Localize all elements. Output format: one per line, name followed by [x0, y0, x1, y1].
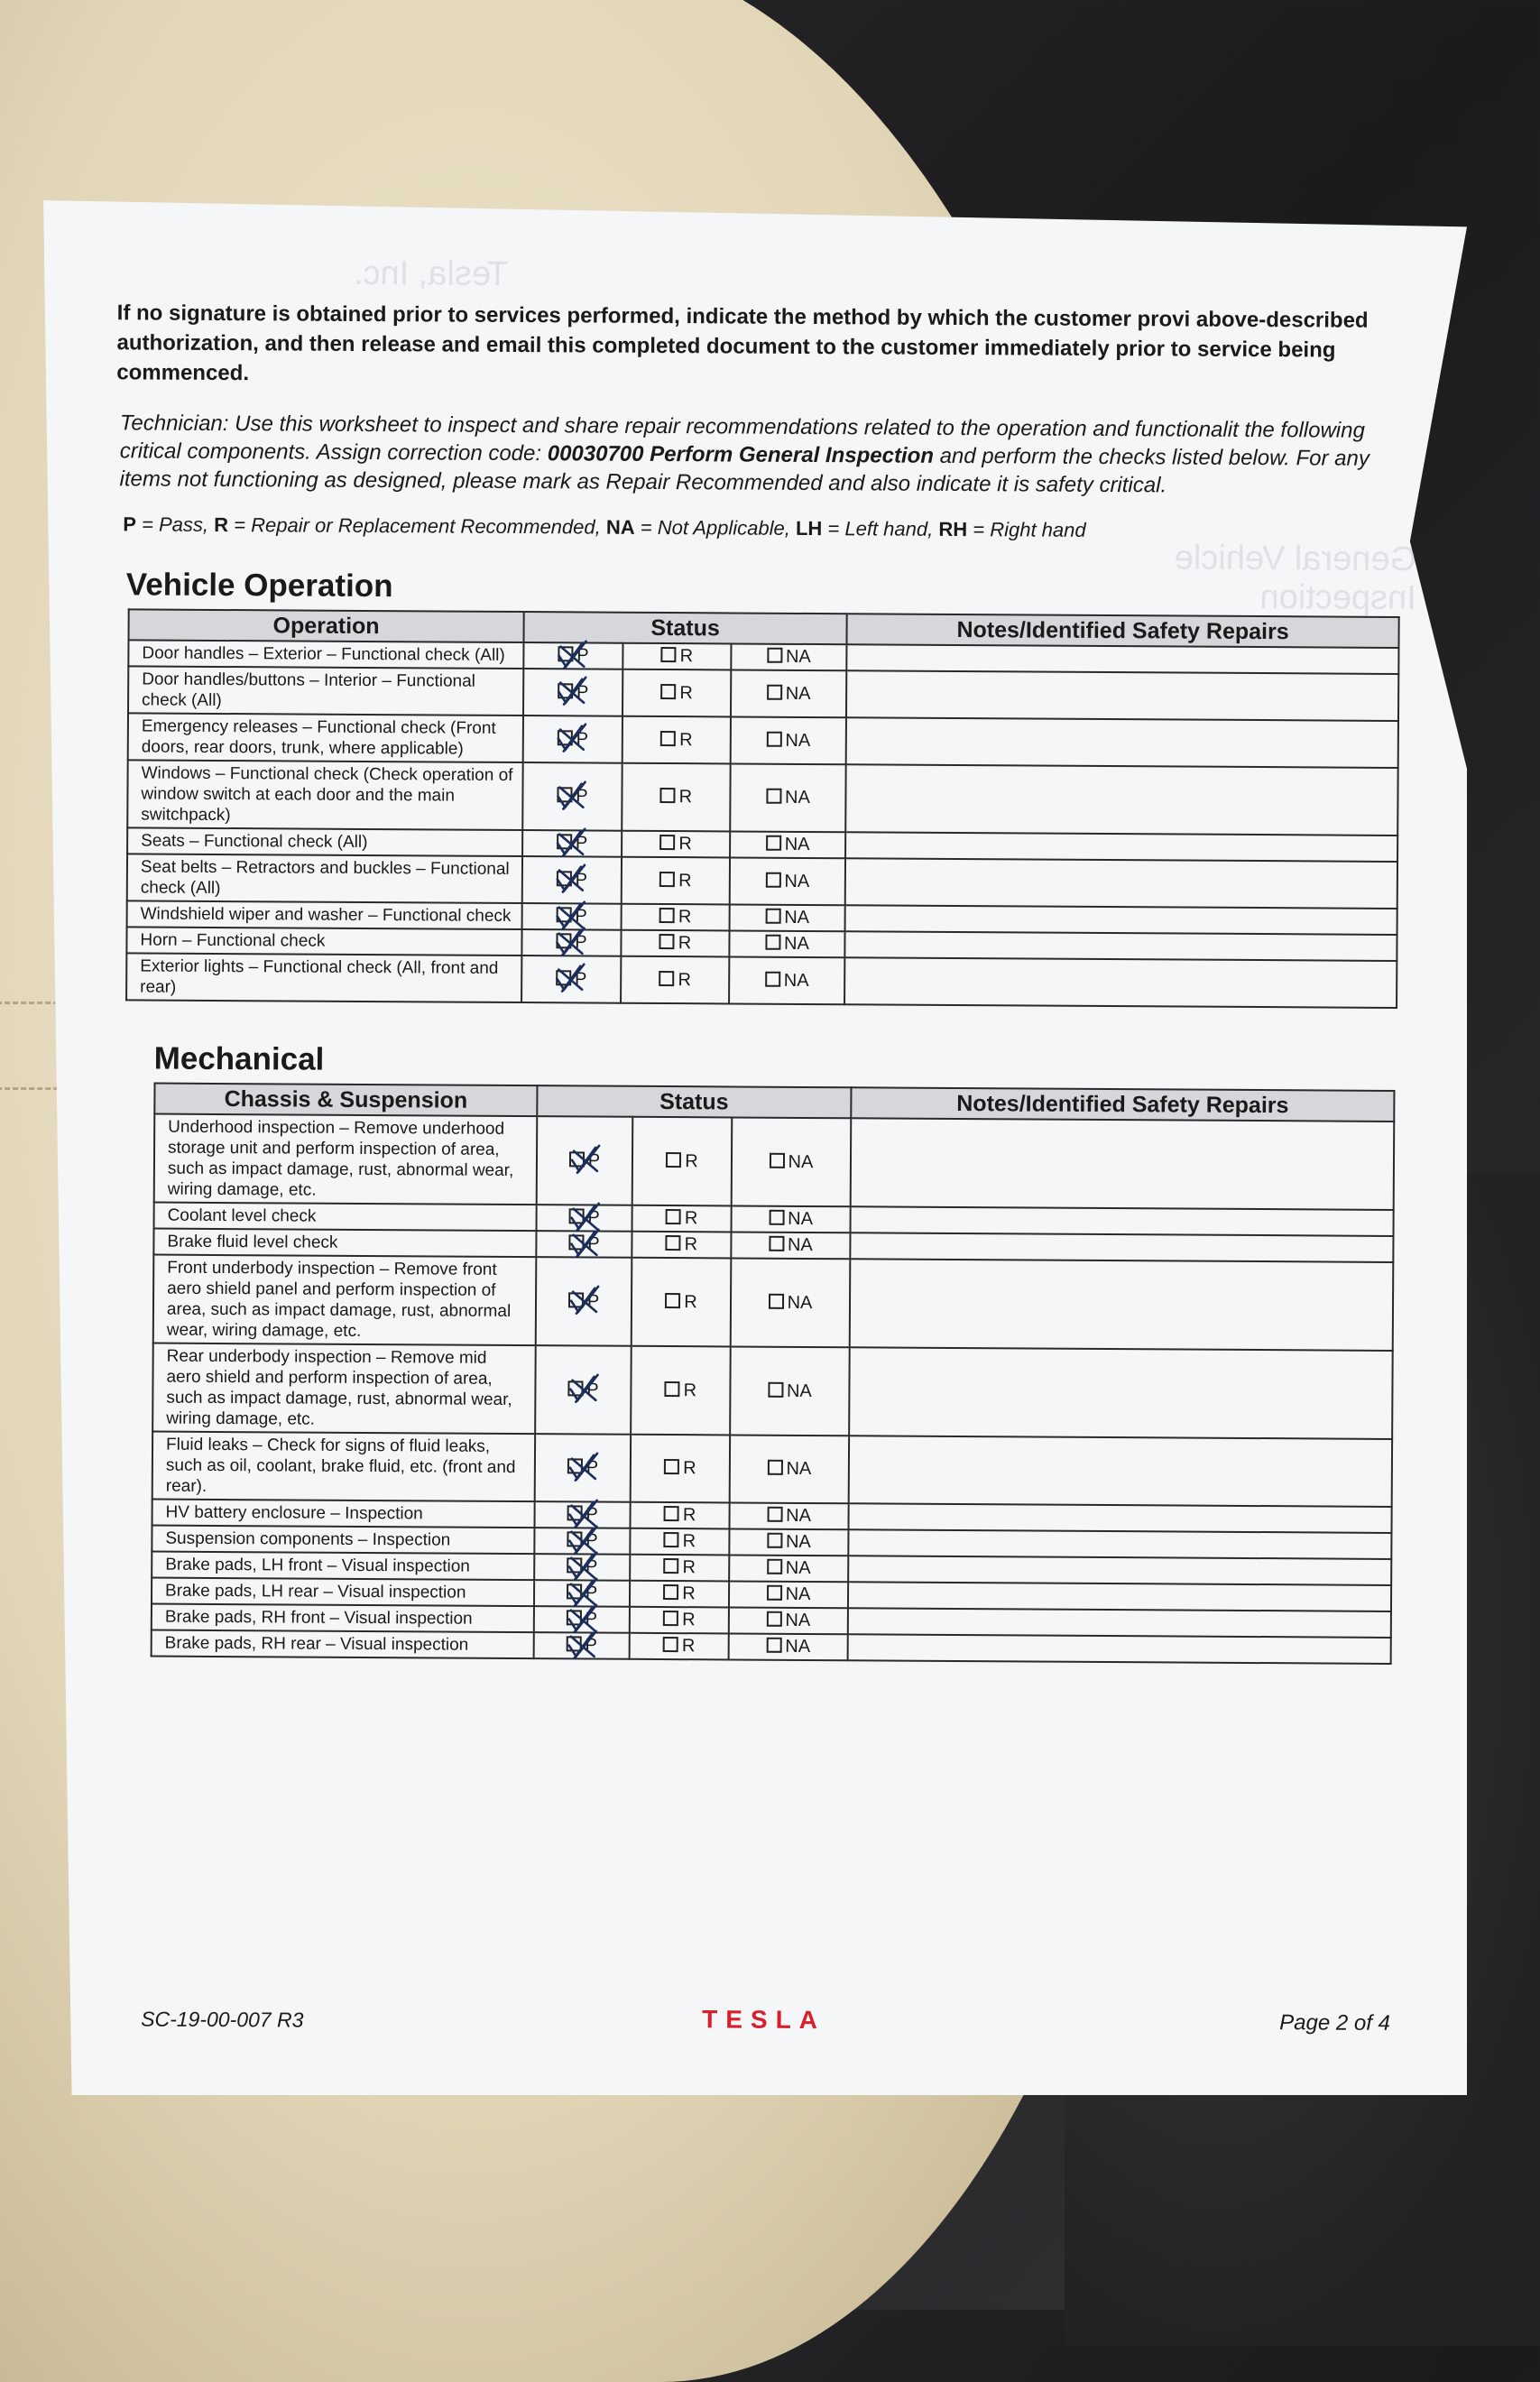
status-repair-cell[interactable]: [622, 669, 731, 717]
status-label: P: [575, 869, 588, 890]
status-label: NA: [785, 1531, 811, 1553]
status-label: NA: [787, 1292, 813, 1313]
status-pass-cell[interactable]: [521, 929, 621, 956]
table-row: [128, 713, 1398, 768]
table-row: [128, 666, 1398, 721]
status-label: R: [682, 1505, 696, 1526]
status-label: R: [684, 1234, 698, 1255]
status-repair-cell[interactable]: [622, 716, 731, 764]
status-na-cell[interactable]: [729, 1502, 848, 1529]
status-label: P: [585, 1635, 597, 1656]
checkbox-icon: [661, 647, 677, 662]
legend-text: = Left hand,: [822, 517, 939, 540]
legend-key: R: [214, 512, 229, 537]
checkbox-icon: [765, 971, 780, 986]
legend-key: RH: [938, 517, 968, 541]
status-label: R: [678, 907, 692, 928]
status-na-cell[interactable]: [729, 1581, 848, 1608]
status-repair-cell[interactable]: [630, 1581, 729, 1608]
status-na-cell[interactable]: [732, 1205, 851, 1233]
table-row: [127, 854, 1397, 909]
operation-label: Coolant level check: [154, 1203, 537, 1232]
status-na-cell[interactable]: [730, 763, 845, 832]
checkmark-icon: [555, 926, 586, 956]
status-repair-cell[interactable]: [631, 1435, 730, 1503]
status-repair-cell[interactable]: [622, 857, 730, 905]
operation-column-header: Operation: [129, 609, 524, 642]
checkbox-icon: [666, 1235, 681, 1251]
status-repair-cell[interactable]: [630, 1607, 729, 1634]
notes-cell[interactable]: [850, 1259, 1394, 1351]
status-na-cell[interactable]: [729, 1607, 848, 1634]
status-label: R: [679, 729, 693, 750]
status-pass-cell[interactable]: [522, 856, 622, 904]
status-pass-cell[interactable]: [521, 956, 621, 1003]
page-number: Page 2 of 4: [1279, 2010, 1391, 2036]
checkbox-icon: [664, 1459, 679, 1474]
table-row: [152, 1432, 1392, 1507]
status-pass-cell[interactable]: [537, 1116, 633, 1205]
status-label: NA: [785, 646, 811, 667]
status-label: R: [682, 1610, 696, 1630]
checkbox-icon: [767, 648, 782, 663]
technician-instructions-part1: Technician: Use this worksheet to inspect and share repair recommendations related to the operation and functionalit the following critical components. Assign correction code:: [119, 411, 1365, 466]
operation-label: Brake fluid level check: [153, 1229, 536, 1258]
status-label: R: [683, 1458, 696, 1479]
status-label: P: [574, 968, 587, 989]
status-na-cell[interactable]: [731, 643, 846, 670]
checkbox-icon: [659, 970, 674, 985]
operation-label: Windows – Functional check (Check operation of window switch at each door and the main switchpack): [127, 760, 522, 830]
checkbox-icon: [766, 1611, 781, 1627]
status-label: R: [678, 834, 692, 854]
notes-cell[interactable]: [845, 858, 1397, 909]
status-repair-cell[interactable]: [622, 904, 730, 931]
table-row: [153, 1255, 1394, 1351]
status-label: R: [683, 1380, 697, 1400]
operation-label: Windshield wiper and washer – Functional check: [127, 900, 522, 929]
status-pass-cell[interactable]: [535, 1345, 632, 1435]
checkbox-icon: [663, 1637, 678, 1652]
status-label: NA: [783, 933, 809, 954]
operation-label: Brake pads, RH front – Visual inspection: [152, 1604, 534, 1633]
status-na-cell[interactable]: [731, 716, 846, 764]
status-label: NA: [786, 1458, 812, 1480]
notes-cell[interactable]: [848, 1582, 1391, 1611]
status-label: P: [586, 1504, 598, 1525]
notes-cell[interactable]: [845, 905, 1397, 935]
checkbox-icon: [770, 1152, 785, 1168]
checkbox-icon: [659, 835, 675, 850]
legend-key: P: [123, 512, 137, 536]
checkbox-icon: [767, 1559, 782, 1574]
status-na-cell[interactable]: [730, 831, 845, 858]
notes-cell[interactable]: [846, 670, 1398, 721]
status-label: R: [684, 1291, 697, 1312]
notes-cell[interactable]: [851, 1118, 1395, 1210]
operation-label: Horn – Functional check: [126, 927, 521, 956]
table-row: [154, 1114, 1395, 1210]
status-label: P: [586, 1530, 598, 1551]
checkbox-icon: [663, 1558, 678, 1574]
status-label: R: [685, 1150, 698, 1171]
status-label: NA: [785, 1636, 811, 1657]
checkbox-icon: [767, 1585, 782, 1601]
vehicle-operation-title: Vehicle Operation: [125, 567, 393, 605]
status-label: P: [576, 645, 589, 666]
notes-column-header: Notes/Identified Safety Repairs: [846, 614, 1398, 648]
status-repair-cell[interactable]: [622, 831, 730, 858]
status-repair-cell[interactable]: [632, 1117, 733, 1206]
checkbox-icon: [665, 1293, 680, 1308]
status-label: NA: [787, 1234, 813, 1256]
status-pass-cell[interactable]: [536, 1231, 632, 1258]
tesla-logo: TESLA: [702, 2005, 826, 2035]
checkbox-icon: [664, 1506, 679, 1521]
operation-label: HV battery enclosure – Inspection: [152, 1500, 535, 1528]
operation-label: Front underbody inspection – Remove front aero shield panel and perform inspection of area, such as impact damage, rust, abnormal wear, wiring damage, etc.: [153, 1255, 537, 1346]
checkbox-icon: [769, 1210, 784, 1225]
status-label: R: [679, 682, 693, 703]
status-label: R: [684, 1208, 698, 1229]
checkbox-icon: [665, 1381, 680, 1397]
table-row: [127, 760, 1397, 836]
legend-key: LH: [795, 516, 823, 540]
checkbox-icon: [769, 1293, 784, 1308]
checkbox-icon: [663, 1584, 678, 1600]
status-pass-cell[interactable]: [535, 1434, 631, 1502]
checkbox-icon: [765, 909, 780, 924]
operation-label: Door handles – Exterior – Functional check (All): [128, 640, 523, 669]
status-label: R: [682, 1557, 696, 1578]
operation-label: Seats – Functional check (All): [127, 827, 522, 856]
table-row: [152, 1343, 1393, 1439]
correction-code: 00030700 Perform General Inspection: [547, 441, 935, 468]
status-na-cell[interactable]: [730, 904, 845, 931]
status-label: P: [586, 1290, 600, 1312]
checkmark-icon: [556, 780, 586, 810]
checkbox-icon: [660, 788, 676, 803]
checkbox-icon: [660, 683, 676, 698]
checkmark-icon: [555, 963, 586, 993]
mechanical-table: [151, 1083, 1396, 1665]
status-label: NA: [785, 730, 811, 751]
checkmark-icon: [556, 863, 586, 894]
notes-cell[interactable]: [848, 1634, 1391, 1664]
status-label: R: [678, 933, 692, 954]
status-label: R: [681, 1636, 696, 1657]
status-na-cell[interactable]: [729, 930, 844, 957]
checkbox-icon: [768, 1381, 783, 1397]
status-label: NA: [786, 1505, 812, 1527]
status-label: NA: [785, 1583, 811, 1605]
status-label: P: [576, 681, 589, 702]
status-na-cell[interactable]: [729, 956, 844, 1004]
checkbox-icon: [659, 908, 675, 923]
checkmark-icon: [567, 1629, 598, 1659]
notes-cell[interactable]: [849, 1436, 1392, 1507]
status-label: NA: [785, 1557, 811, 1579]
status-label: NA: [788, 1208, 814, 1230]
legend-text: = Right hand: [967, 518, 1086, 541]
status-repair-cell[interactable]: [630, 1528, 729, 1556]
status-label: P: [585, 1609, 598, 1630]
checkbox-icon: [766, 731, 781, 746]
operation-label: Rear underbody inspection – Remove mid aero shield and perform inspection of area, such as impact damage, rust, abnormal wear, wiring damage, etc.: [152, 1343, 536, 1435]
legend-key: NA: [605, 515, 635, 539]
checkmark-icon: [557, 639, 587, 669]
legend-text: = Pass,: [135, 512, 215, 536]
status-label: P: [576, 728, 589, 749]
status-column-header: Status: [523, 612, 846, 644]
status-label: R: [682, 1531, 696, 1552]
checkbox-icon: [659, 871, 675, 886]
operation-label: Brake pads, LH rear – Visual inspection: [152, 1578, 534, 1607]
notes-cell[interactable]: [849, 1347, 1393, 1439]
notes-cell[interactable]: [844, 931, 1397, 961]
checkbox-icon: [767, 1507, 782, 1522]
notes-cell[interactable]: [850, 1233, 1393, 1262]
status-na-cell[interactable]: [731, 1258, 851, 1347]
status-repair-cell[interactable]: [630, 1555, 729, 1582]
notes-cell[interactable]: [844, 957, 1397, 1008]
status-repair-cell[interactable]: [621, 956, 729, 1004]
status-label: P: [586, 1457, 599, 1478]
status-label: R: [678, 787, 693, 808]
checkmark-icon: [568, 1451, 599, 1482]
notes-cell[interactable]: [848, 1503, 1391, 1533]
status-label: NA: [788, 1151, 814, 1172]
status-label: NA: [785, 1610, 811, 1631]
operation-label: Seat belts – Retractors and buckles – Functional check (All): [127, 854, 522, 903]
form-code: SC-19-00-007 R3: [141, 2007, 304, 2032]
operation-label: Door handles/buttons – Interior – Functional check (All): [128, 666, 523, 716]
signature-instructions: If no signature is obtained prior to services performed, indicate the method by which the customer provi above-described authorization, and then release and email this completed document to the customer immediately prior to service being commenced.: [116, 300, 1369, 386]
status-repair-cell[interactable]: [630, 1502, 729, 1529]
status-na-cell[interactable]: [730, 1346, 850, 1436]
status-label: P: [575, 932, 587, 953]
checkmark-icon: [557, 676, 587, 706]
checkbox-icon: [766, 789, 781, 804]
status-label: P: [575, 906, 587, 927]
status-label: NA: [784, 907, 810, 928]
status-label: P: [585, 1583, 598, 1603]
checkbox-icon: [766, 836, 781, 851]
status-label: R: [679, 646, 694, 667]
status-pass-cell[interactable]: [522, 830, 622, 857]
status-label: NA: [785, 683, 811, 704]
status-pass-cell[interactable]: [523, 716, 622, 763]
status-na-cell[interactable]: [729, 1528, 848, 1556]
status-na-cell[interactable]: [729, 1555, 848, 1582]
legend-text: = Not Applicable,: [634, 515, 797, 540]
status-label: P: [575, 833, 588, 854]
status-pass-cell[interactable]: [522, 762, 622, 831]
status-label: P: [587, 1233, 600, 1254]
status-pass-cell[interactable]: [523, 669, 622, 716]
notes-cell[interactable]: [848, 1608, 1391, 1638]
checkbox-icon: [660, 730, 676, 745]
checkbox-icon: [769, 1236, 784, 1251]
chassis-column-header: Chassis & Suspension: [154, 1084, 537, 1117]
bleed-through-text: Tesla, Inc.: [353, 254, 509, 293]
status-na-cell[interactable]: [731, 669, 846, 717]
checkmark-icon: [569, 1285, 600, 1316]
status-na-cell[interactable]: [731, 1232, 850, 1259]
checkbox-icon: [767, 684, 782, 699]
status-repair-cell[interactable]: [632, 1205, 732, 1233]
status-repair-cell[interactable]: [630, 1633, 729, 1660]
checkmark-icon: [570, 1144, 601, 1175]
status-na-cell[interactable]: [729, 1633, 848, 1660]
status-label: P: [576, 786, 588, 807]
status-repair-cell[interactable]: [632, 1232, 731, 1259]
status-repair-cell[interactable]: [632, 1258, 732, 1347]
operation-label: Brake pads, LH front – Visual inspection: [152, 1552, 534, 1581]
notes-column-header: Notes/Identified Safety Repairs: [851, 1087, 1394, 1122]
mechanical-title: Mechanical: [153, 1040, 325, 1077]
status-pass-cell[interactable]: [536, 1257, 632, 1346]
status-repair-cell[interactable]: [622, 643, 731, 670]
notes-cell[interactable]: [846, 717, 1398, 768]
worksheet-content: [63, 254, 1418, 2074]
checkmark-icon: [556, 826, 586, 857]
status-label: R: [678, 969, 691, 990]
status-label: P: [587, 1149, 601, 1171]
status-label: NA: [784, 871, 810, 891]
legend-text: = Repair or Replacement Recommended,: [228, 513, 606, 539]
checkbox-icon: [767, 1533, 782, 1548]
status-pass-cell[interactable]: [523, 642, 622, 669]
notes-cell[interactable]: [845, 832, 1397, 862]
bleed-through-text: General Vehicle Inspection: [1174, 539, 1417, 618]
status-column-header: Status: [537, 1085, 851, 1118]
notes-cell[interactable]: [848, 1556, 1391, 1585]
technician-instructions: [119, 409, 1401, 501]
checkbox-icon: [663, 1611, 678, 1626]
checkbox-icon: [666, 1209, 681, 1224]
table-row: [126, 953, 1397, 1008]
notes-cell[interactable]: [848, 1529, 1391, 1559]
checkbox-icon: [659, 934, 675, 949]
status-label: NA: [784, 834, 810, 854]
status-na-cell[interactable]: [732, 1117, 852, 1206]
checkbox-icon: [766, 1638, 781, 1653]
checkbox-icon: [767, 1460, 782, 1475]
status-repair-cell[interactable]: [621, 930, 729, 957]
status-repair-cell[interactable]: [622, 763, 730, 832]
checkbox-icon: [664, 1532, 679, 1547]
operation-label: Suspension components – Inspection: [152, 1526, 534, 1555]
operation-label: Underhood inspection – Remove underhood storage unit and perform inspection of area, such as impact damage, rust, abnormal wear, wiring damage, etc.: [154, 1114, 538, 1205]
status-label: NA: [784, 787, 810, 808]
notes-cell[interactable]: [851, 1206, 1394, 1236]
operation-label: Emergency releases – Functional check (Front doors, rear doors, trunk, where applicable): [128, 713, 523, 762]
checkbox-icon: [666, 1152, 681, 1168]
status-na-cell[interactable]: [730, 857, 845, 905]
checkmark-icon: [569, 1227, 600, 1258]
status-label: NA: [783, 970, 809, 991]
status-label: R: [682, 1583, 696, 1604]
status-na-cell[interactable]: [730, 1435, 849, 1503]
status-label: P: [586, 1379, 599, 1400]
operation-label: Brake pads, RH rear – Visual inspection: [152, 1630, 534, 1659]
checkmark-icon: [557, 723, 587, 753]
notes-cell[interactable]: [846, 644, 1398, 674]
checkbox-icon: [765, 872, 780, 887]
operation-label: Exterior lights – Functional check (All, front and rear): [126, 953, 521, 1002]
technician-instructions-part2: and perform the checks listed below. For any items not functioning as designed, please mark as Repair Recommended and also indicate it is safety critical.: [119, 443, 1369, 498]
checkmark-icon: [568, 1373, 599, 1404]
checkbox-icon: [765, 935, 780, 950]
operation-label: Fluid leaks – Check for signs of fluid leaks, such as oil, coolant, brake fluid, etc. (front and rear).: [152, 1432, 535, 1502]
status-pass-cell[interactable]: [534, 1632, 630, 1659]
status-label: P: [585, 1556, 598, 1577]
vehicle-operation-table: [125, 608, 1400, 1009]
status-label: NA: [786, 1380, 812, 1401]
status-label: P: [587, 1207, 600, 1228]
notes-cell[interactable]: [845, 764, 1397, 836]
status-label: R: [678, 870, 692, 891]
status-repair-cell[interactable]: [631, 1346, 731, 1436]
